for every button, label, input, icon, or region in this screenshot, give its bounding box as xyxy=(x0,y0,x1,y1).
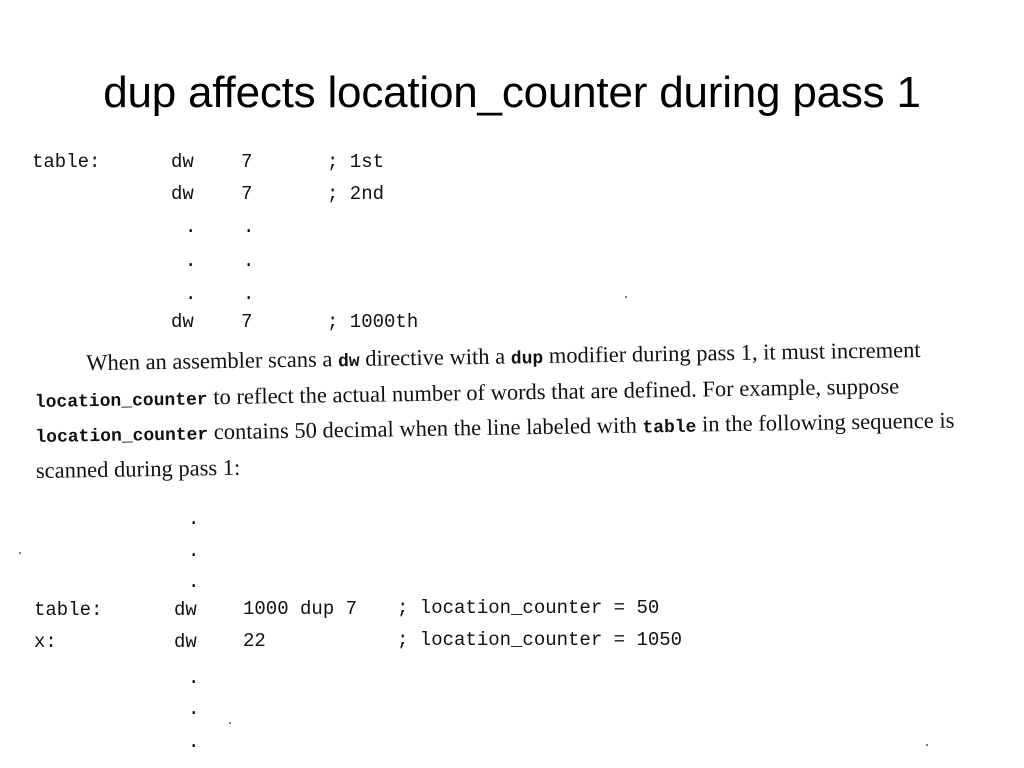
listing1-row1-value: 7 xyxy=(241,151,253,173)
listing1-row3-op: dw xyxy=(171,311,194,333)
listing1-row3-value: 7 xyxy=(241,311,253,333)
code-table: table xyxy=(642,417,697,439)
ellipsis-dot: . xyxy=(188,540,200,562)
listing1-row1-comment: ; 1st xyxy=(327,151,385,173)
scan-speck xyxy=(926,744,928,746)
para-text: to reflect the actual number of words that are defined. For example, suppose xyxy=(207,372,900,409)
ellipsis-dot: . xyxy=(185,216,197,238)
code-dw: dw xyxy=(337,351,360,373)
listing1-row1-op: dw xyxy=(171,151,194,173)
ellipsis-dot: . xyxy=(243,250,255,272)
ellipsis-dot: . xyxy=(188,667,200,689)
listing2-row2-comment: ; location_counter = 1050 xyxy=(397,629,683,651)
para-text: directive with a xyxy=(359,343,511,371)
listing1-row2-value: 7 xyxy=(241,183,253,205)
listing1-row3-comment: ; 1000th xyxy=(327,311,419,333)
ellipsis-dot: . xyxy=(188,571,200,593)
listing2-row2-label: x: xyxy=(34,631,57,653)
ellipsis-dot: . xyxy=(188,731,200,753)
para-text: modifier during pass 1, it must increment xyxy=(542,337,921,369)
slide-title: dup affects location_counter during pass 1 xyxy=(103,68,921,117)
listing2-row1-comment: ; location_counter = 50 xyxy=(397,597,660,619)
scan-speck xyxy=(229,722,231,724)
para-text: in the following sequence is scanned during pass 1: xyxy=(35,407,955,483)
ellipsis-dot: . xyxy=(188,508,200,530)
listing1-row1-label: table: xyxy=(32,151,101,173)
explanation-paragraph xyxy=(34,333,971,487)
listing2-row2-op: dw xyxy=(174,631,197,653)
listing1-row2-comment: ; 2nd xyxy=(327,183,385,205)
scan-speck xyxy=(625,296,627,298)
code-dup: dup xyxy=(510,349,544,370)
listing2-row1-label: table: xyxy=(34,599,103,621)
code-location-counter: location_counter xyxy=(35,425,209,448)
listing2-row2-value: 22 xyxy=(243,630,266,652)
code-location-counter: location_counter xyxy=(34,389,208,413)
listing1-row2-op: dw xyxy=(171,183,194,205)
ellipsis-dot: . xyxy=(185,283,197,305)
ellipsis-dot: . xyxy=(243,216,255,238)
listing2-row1-value: 1000 dup 7 xyxy=(243,598,358,620)
para-text: contains 50 decimal when the line labeled with xyxy=(207,412,643,445)
ellipsis-dot: . xyxy=(188,698,200,720)
ellipsis-dot: . xyxy=(243,283,255,305)
listing2-row1-op: dw xyxy=(174,599,197,621)
scan-speck xyxy=(19,552,21,554)
para-text: When an assembler scans a xyxy=(86,346,339,376)
ellipsis-dot: . xyxy=(185,250,197,272)
